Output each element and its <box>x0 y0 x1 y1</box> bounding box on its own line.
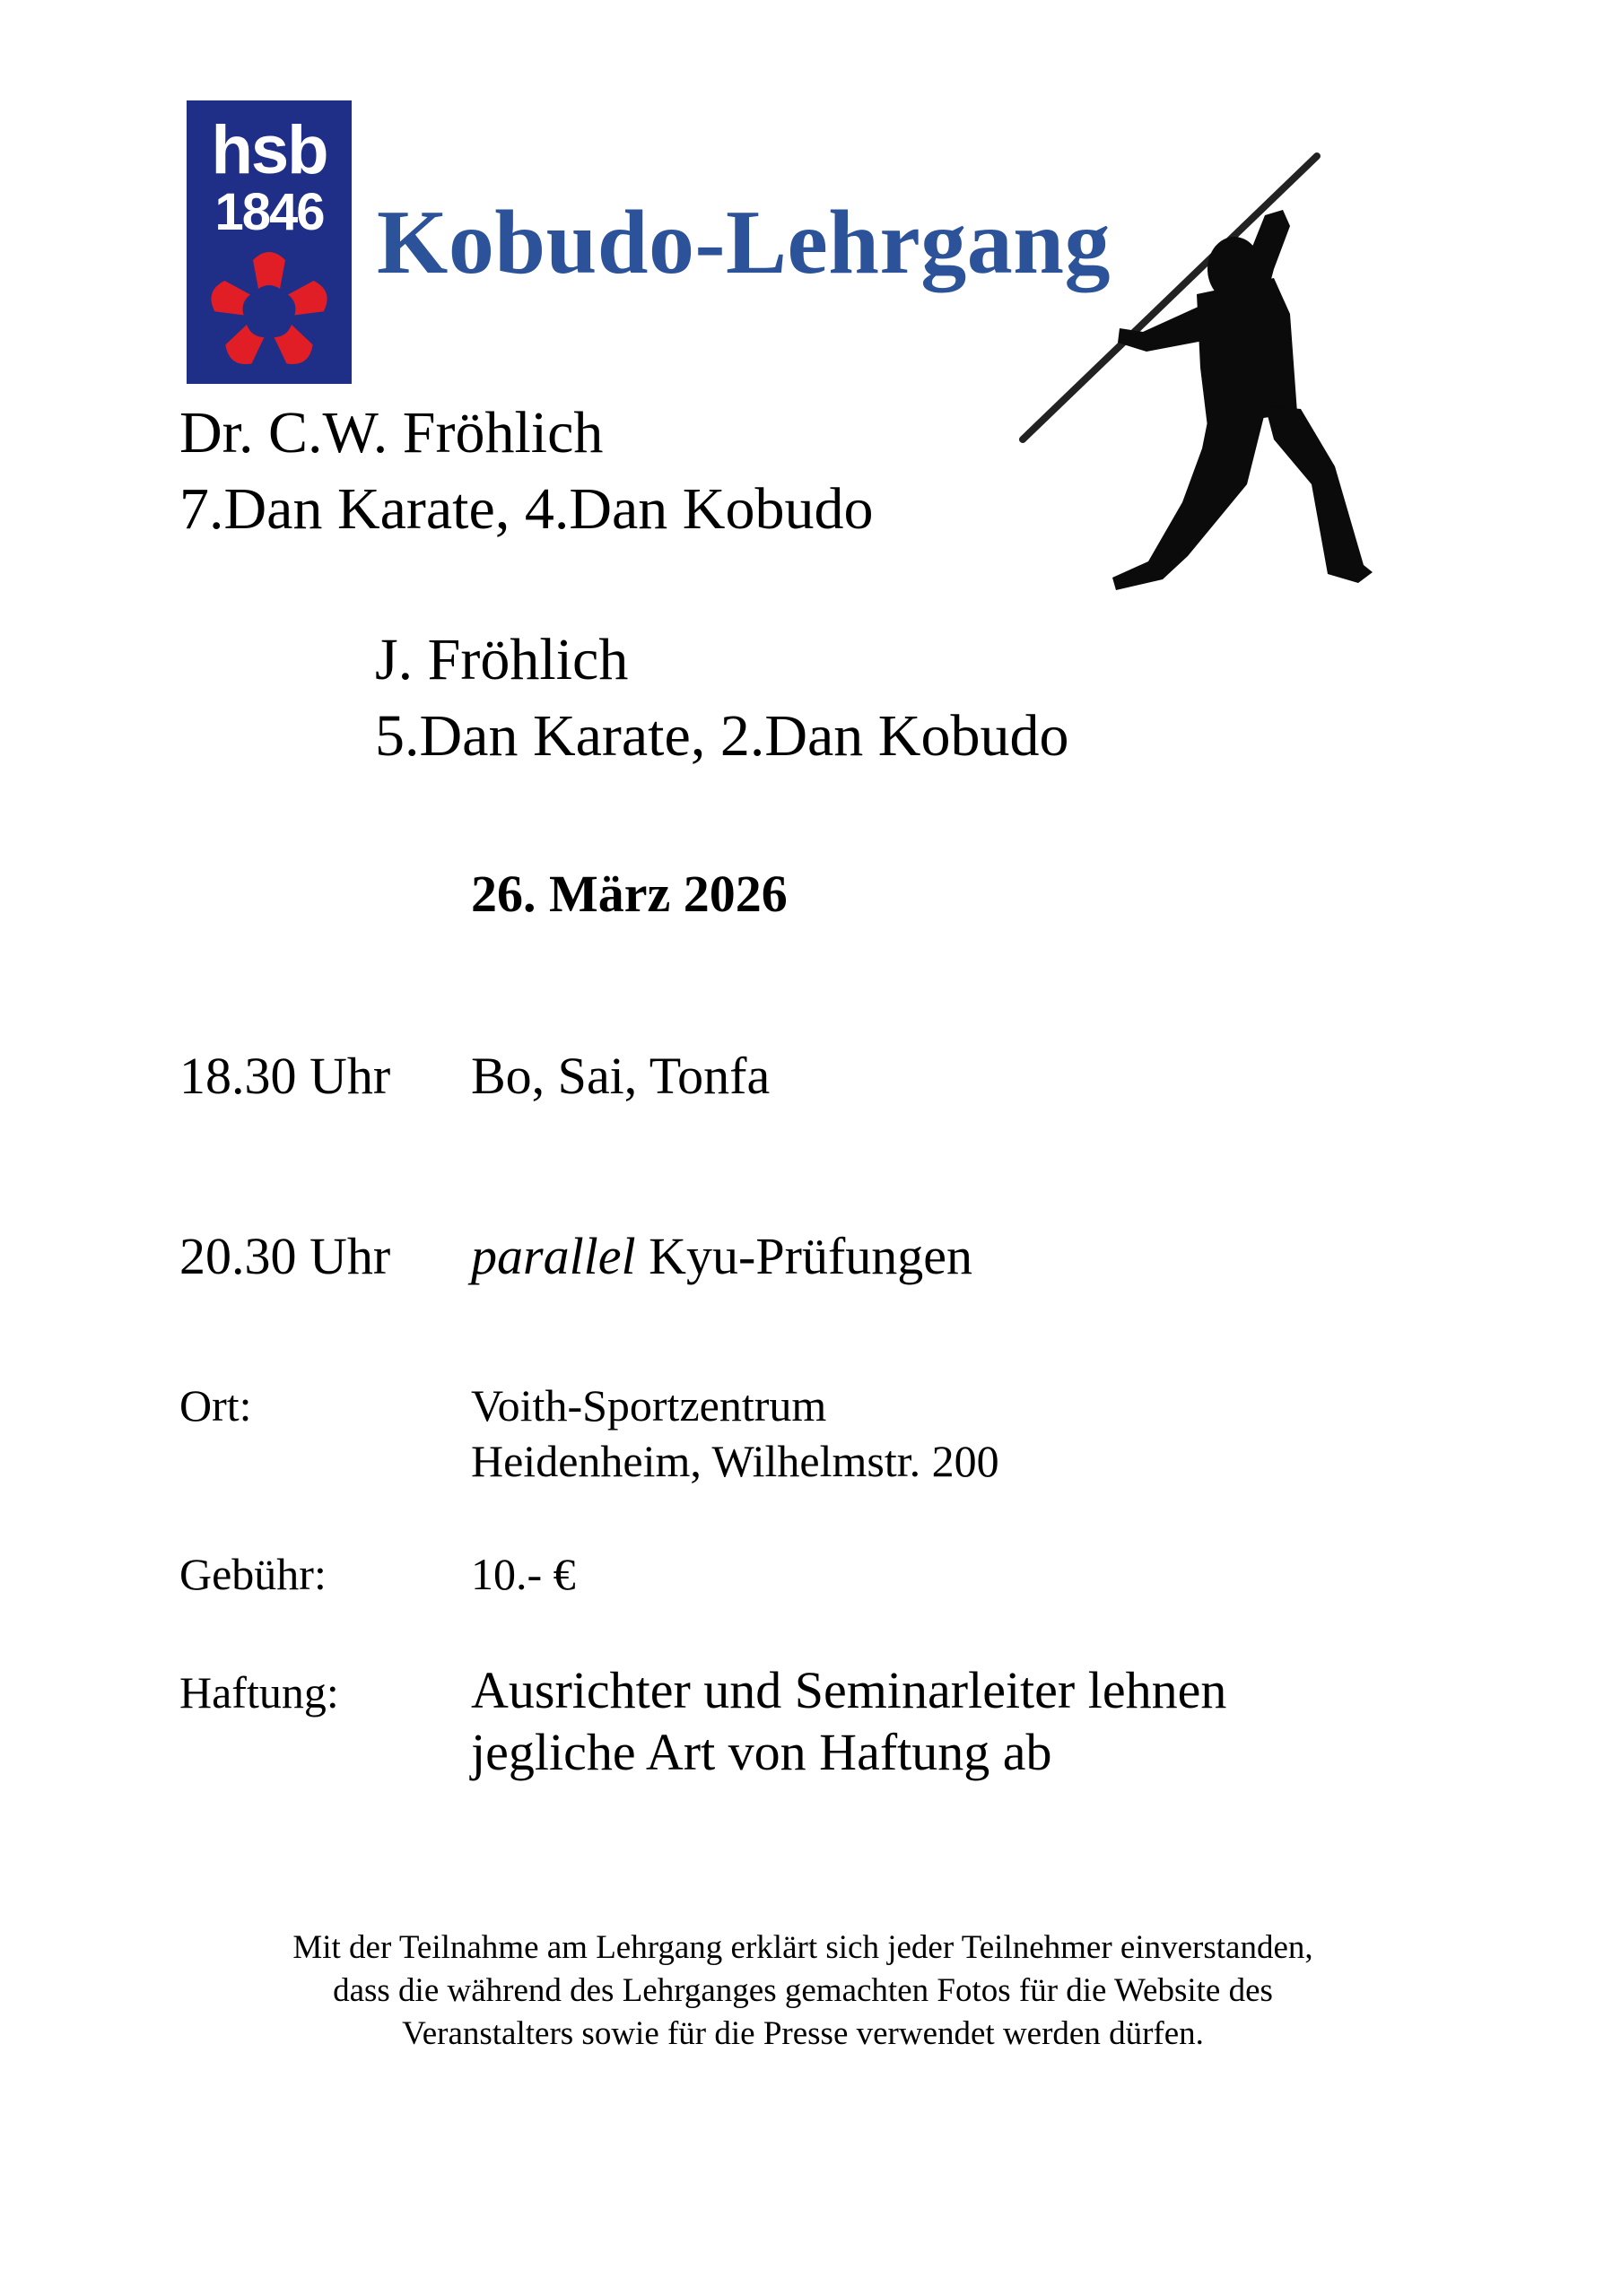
notice-line1: Mit der Teilnahme am Lehrgang erklärt sich jeder Teilnehmer einverstanden, <box>292 1929 1313 1966</box>
kobudo-fighter-illustration <box>1005 144 1390 628</box>
logo-star-icon <box>201 244 337 375</box>
fee-label: Gebühr: <box>179 1549 327 1599</box>
schedule-1-content: Bo, Sai, Tonfa <box>471 1047 771 1105</box>
instructor-2-name: J. Fröhlich <box>375 627 629 692</box>
location-line2: Heidenheim, Wilhelmstr. 200 <box>471 1436 999 1486</box>
event-date: 26. März 2026 <box>471 865 788 923</box>
notice-line2: dass die während des Lehrganges gemachten Fotos für die Website des <box>333 1972 1273 2009</box>
logo-line1: hsb <box>211 112 327 188</box>
liability-line1: Ausrichter und Seminarleiter lehnen <box>471 1661 1227 1719</box>
schedule-2-prefix: parallel <box>471 1227 636 1285</box>
schedule-2-content <box>471 1227 973 1285</box>
club-logo <box>187 100 352 384</box>
instructor-1-grades: 7.Dan Karate, 4.Dan Kobudo <box>179 476 874 542</box>
instructor-1-name: Dr. C.W. Fröhlich <box>179 400 604 465</box>
notice-line3: Veranstalters sowie für die Presse verwendet werden dürfen. <box>402 2015 1204 2052</box>
instructor-2-grades: 5.Dan Karate, 2.Dan Kobudo <box>375 703 1069 769</box>
liability-label: Haftung: <box>179 1667 339 1718</box>
liability-line2: jegliche Art von Haftung ab <box>471 1723 1052 1781</box>
schedule-2-time: 20.30 Uhr <box>179 1227 391 1285</box>
page-title: Kobudo-Lehrgang <box>377 192 1111 293</box>
schedule-2-activity: Kyu-Prüfungen <box>649 1227 973 1285</box>
schedule-1-time: 18.30 Uhr <box>179 1047 391 1105</box>
logo-line2: 1846 <box>214 183 324 241</box>
location-line1: Voith-Sportzentrum <box>471 1380 827 1431</box>
fee-value: 10.- € <box>471 1549 576 1599</box>
location-label: Ort: <box>179 1380 252 1431</box>
photo-consent-notice <box>135 1926 1471 2056</box>
